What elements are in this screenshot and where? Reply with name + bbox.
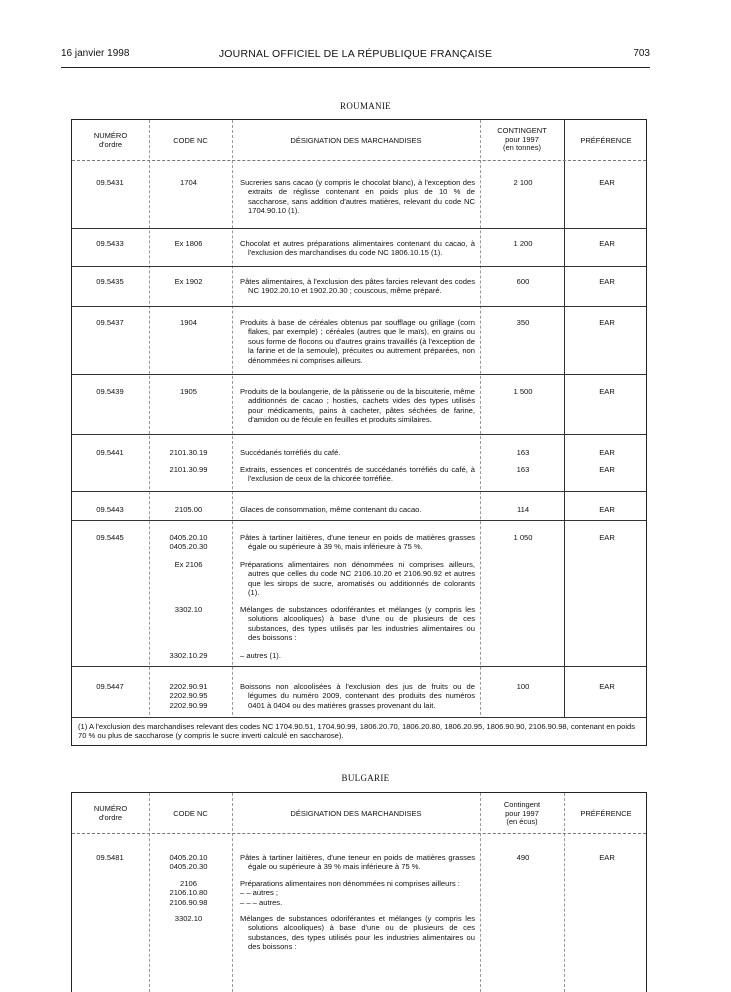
footnote: (1) A l'exclusion des marchandises relevant des codes NC 1704.90.51, 1704.90.99, 1806.20.70, 1806.20.80, 1806.20.95, 1806.90.90, 2106.90.98, contenant en poids 70 % ou plus de saccharose (y compris le sucre inverti calculé en saccharose). (78, 722, 636, 741)
section-title-romania: ROUMANIE (340, 101, 391, 111)
col-header-contingent: CONTINGENT pour 1997 (en tonnes) (497, 126, 547, 152)
running-header (61, 48, 650, 64)
journal-title: JOURNAL OFFICIEL DE LA RÉPUBLIQUE FRANÇAISE (218, 48, 493, 60)
col-header-numero: NUMÉRO d'ordre (93, 804, 128, 822)
col-header-contingent: Contingent pour 1997 (en écus) (503, 800, 541, 826)
table-romania: NUMÉRO d'ordre CODE NC DÉSIGNATION DES MARCHANDISES CONTINGENT pour 1997 (en tonnes) PRÉFÉRENCE 09.5431 1704 Sucreries sans cacao (y compris le chocolat blanc), à l'exception des extraits de réglisse contenant en poids plus de 10 % de saccharose, sans addition d'autres matières, relevant du code NC 1704.90.10 (1). 2 100 EAR 09.5433 Ex 1806 Chocolat et autres préparations alimentaires contenant du cacao, à l'exclusion des marchandises du code NC 1806.10.15 (1). 1 200 EAR 09.5435 Ex 1902 Pâtes alimentaires, à l'exclusion des pâtes farcies relevant des codes NC 1902.20.10 et 1902.20.30 ; couscous, même préparé. 600 EAR 09.5437 1904 Produits à base de céréales obtenus par soufflage ou grillage (corn flakes, par exemple) ; céréales (autres que le maïs), en grains ou sous forme de flocons ou d'autres grains travaillés (à l'exception de la farine et de la semoule), précuites ou autrement préparées, non dénommées ni comprises ailleurs. 350 EAR 09.5439 1905 Produits de la boulangerie, de la pâtisserie ou de la biscuiterie, même additionnés de cacao ; hosties, cachets vides des types utilisés pour médicaments, pains à cacheter, pâtes séchées de farine, d'amidon ou de fécule en feuilles et produits similaires. 1 500 EAR 09.5441 2101.30.19 Succédanés torréfiés du café. 163 EAR 2101.30.99 Extraits, essences et concentrés de succédanés torréfiés du café, à l'exclusion de ceux de la chicorée torréfiée. 163 EAR 09.5443 2105.00 Glaces de consommation, même contenant du cacao. 114 EAR 09.5445 0405.20.10 0405.20.30 Pâtes à tartiner laitières, d'une teneur en poids de matières grasses égale ou supérieure à 39 %, mais inférieure à 75 %. 1 050 EAR Ex 2106 Préparations alimentaires non dénommées ni comprises ailleurs, autres que celles du code NC 2106.10.20 et 2106.90.92 et autres que les sirops de sucre, aromatisés ou additionnés de colorants (1). 3302.10 Mélanges de substances odoriférantes et mélanges (y compris les solutions alcooliques) à base d'une ou de plusieurs de ces substances, des types utilisés par les industries alimentaires ou des boissons : 3302.10.29 – autres (1). 09.5447 2202.90.91 2202.90.95 2202.90.99 Boissons non alcoolisées à l'exclusion des jus de fruits ou de légumes du numéro 2009, contenant des produits des numéros 0401 à 0404 ou des matières grasses provenant du lait. 100 EAR (1) A l'exclusion des marchandises relevant des codes NC 1704.90.51, 1704.90.99, 1806.20.70, 1806.20.80, 1806.20.95, 1806.90.90, 2106.90.98, contenant en poids 70 % ou plus de saccharose (y compris le sucre inverti calculé en saccharose). (71, 119, 647, 746)
section-title-bulgaria: BULGARIE (341, 773, 390, 783)
header-rule (61, 67, 650, 68)
page-number: 703 (633, 48, 650, 59)
col-header-designation: DÉSIGNATION DES MARCHANDISES (290, 809, 422, 818)
col-header-numero: NUMÉRO d'ordre (93, 131, 128, 149)
col-header-preference: PRÉFÉRENCE (580, 809, 632, 818)
col-header-code: CODE NC (173, 809, 208, 818)
issue-date: 16 janvier 1998 (61, 48, 130, 59)
col-header-code: CODE NC (173, 136, 208, 145)
col-header-designation: DÉSIGNATION DES MARCHANDISES (290, 136, 422, 145)
table-bulgaria: NUMÉRO d'ordre CODE NC DÉSIGNATION DES MARCHANDISES Contingent pour 1997 (en écus) PRÉFÉRENCE 09.5481 0405.20.10 0405.20.30 Pâtes à tartiner laitières, d'une teneur en poids de matières grasses égale ou supérieure à 39 % mais inférieure à 75 %. 490 EAR 2106 2106.10.80 2106.90.98 Préparations alimentaires non dénommées ni comprises ailleurs : – – autres ; – – – autres. 3302.10 Mélanges de substances odoriférantes et mélanges (y compris les solutions alcooliques) à base d'une ou de plusieurs de ces substances, des types utilisés pour les industries alimentaires ou des boissons : (71, 792, 647, 992)
col-header-preference: PRÉFÉRENCE (580, 136, 632, 145)
